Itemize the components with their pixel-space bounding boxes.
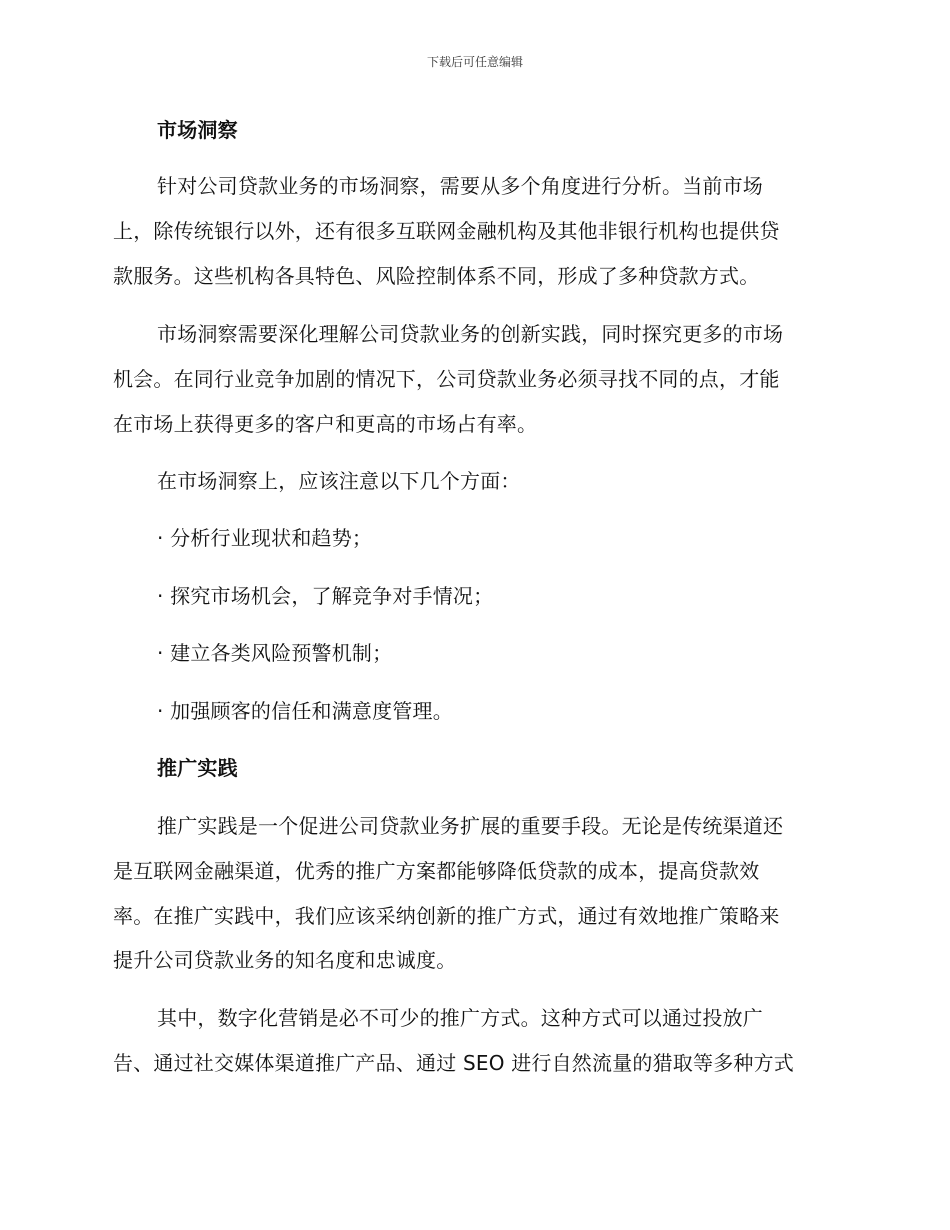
paragraph-line: 提升公司贷款业务的知名度和忠诚度。 <box>113 948 457 972</box>
section-heading-market-insight: 市场洞察 <box>157 118 238 142</box>
page-header: 下载后可任意编辑 <box>426 55 523 69</box>
paragraph-line: 上，除传统银行以外，还有很多互联网金融机构及其他非银行机构也提供贷 <box>113 219 780 243</box>
paragraph-line: 款服务。这些机构各具特色、风险控制体系不同，形成了多种贷款方式。 <box>113 264 760 288</box>
paragraph-line: 是互联网金融渠道，优秀的推广方案都能够降低贷款的成本，提高贷款效 <box>113 859 760 883</box>
paragraph-line: 告、通过社交媒体渠道推广产品、通过 SEO 进行自然流量的猎取等多种方式 <box>113 1051 794 1075</box>
bullet-item: · 建立各类风险预警机制； <box>157 641 393 665</box>
bullet-item: · 加强顾客的信任和满意度管理。 <box>157 699 453 723</box>
paragraph-line: 其中，数字化营销是必不可少的推广方式。这种方式可以通过投放广 <box>157 1006 763 1030</box>
paragraph-line: 率。在推广实践中，我们应该采纳创新的推广方式，通过有效地推广策略来 <box>113 904 780 928</box>
paragraph-line: 机会。在同行业竞争加剧的情况下，公司贷款业务必须寻找不同的点，才能 <box>113 367 780 391</box>
paragraph-line: 在市场上获得更多的客户和更高的市场占有率。 <box>113 412 538 436</box>
paragraph-line: 针对公司贷款业务的市场洞察，需要从多个角度进行分析。当前市场 <box>157 174 763 198</box>
bullet-item: · 探究市场机会，了解竞争对手情况； <box>157 584 494 608</box>
bullet-item: · 分析行业现状和趋势； <box>157 526 373 550</box>
paragraph-line: 市场洞察需要深化理解公司贷款业务的创新实践，同时探究更多的市场 <box>157 322 784 346</box>
paragraph-line: 在市场洞察上，应该注意以下几个方面： <box>157 469 521 493</box>
paragraph-line: 推广实践是一个促进公司贷款业务扩展的重要手段。无论是传统渠道还 <box>157 814 784 838</box>
section-heading-promotion-practice: 推广实践 <box>157 756 238 780</box>
